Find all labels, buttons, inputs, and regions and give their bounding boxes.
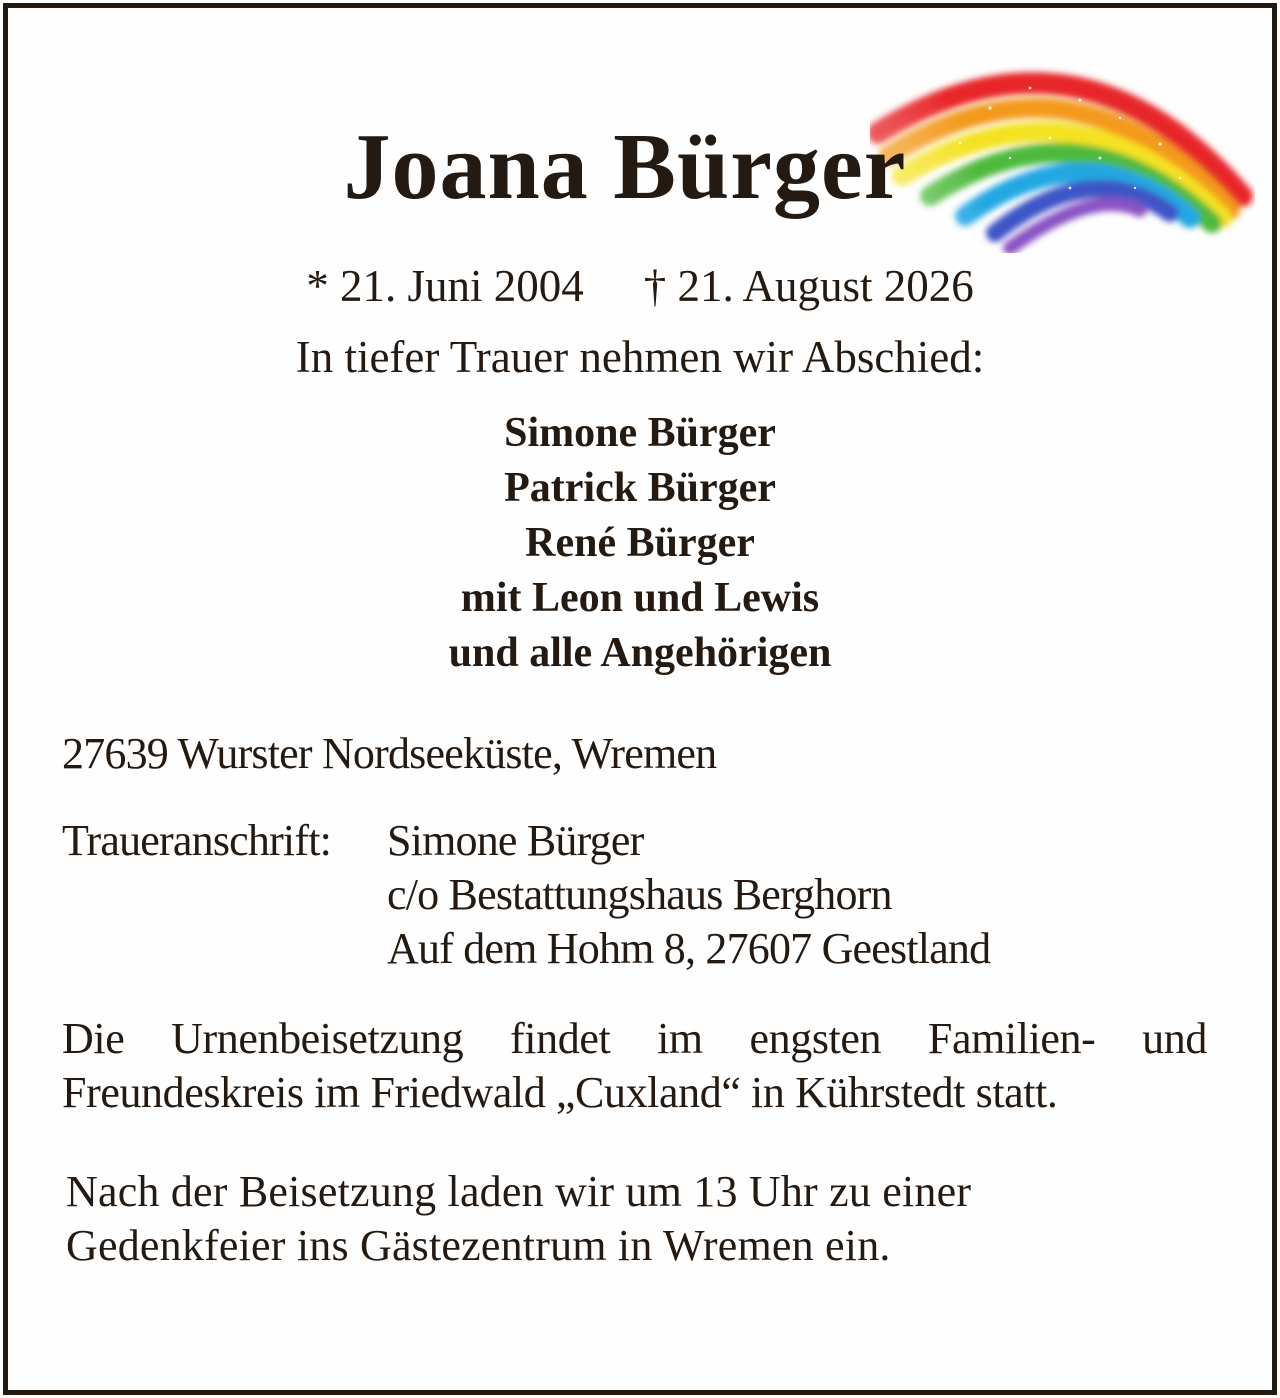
death-date: † 21. August 2026: [643, 261, 974, 311]
burial-line: Die Urnenbeisetzung findet im engsten Familien- und: [62, 1014, 1207, 1063]
address-line: c/o Bestattungshaus Berghorn: [387, 870, 892, 919]
mourner: Simone Bürger: [504, 410, 776, 456]
memorial-line: Nach der Beisetzung laden wir um 13 Uhr zu einer: [66, 1167, 972, 1216]
mourner: Patrick Bürger: [504, 465, 776, 511]
mourner: René Bürger: [525, 520, 755, 566]
address-label: Traueranschrift:: [62, 816, 332, 865]
birth-date: * 21. Juni 2004: [306, 261, 584, 311]
memorial-invitation: [66, 1165, 971, 1273]
location: 27639 Wurster Nordseeküste, Wremen: [62, 729, 717, 778]
deceased-name: Joana Bürger: [343, 115, 907, 219]
mourner: mit Leon und Lewis: [460, 575, 820, 621]
mourner: und alle Angehörigen: [448, 630, 832, 676]
burial-notice: [62, 1012, 1207, 1120]
memorial-line: Gedenkfeier ins Gästezentrum in Wremen ein.: [66, 1221, 891, 1270]
address-line: Auf dem Hohm 8, 27607 Geestland: [387, 924, 991, 973]
address-line: Simone Bürger: [387, 816, 644, 865]
life-dates: [0, 259, 1280, 313]
burial-line: Freundeskreis im Friedwald „Cuxland“ in Kührstedt statt.: [62, 1068, 1058, 1117]
mourning-intro: In tiefer Trauer nehmen wir Abschied:: [295, 332, 985, 382]
address-lines: [387, 814, 990, 976]
mourners-list: [0, 406, 1280, 681]
